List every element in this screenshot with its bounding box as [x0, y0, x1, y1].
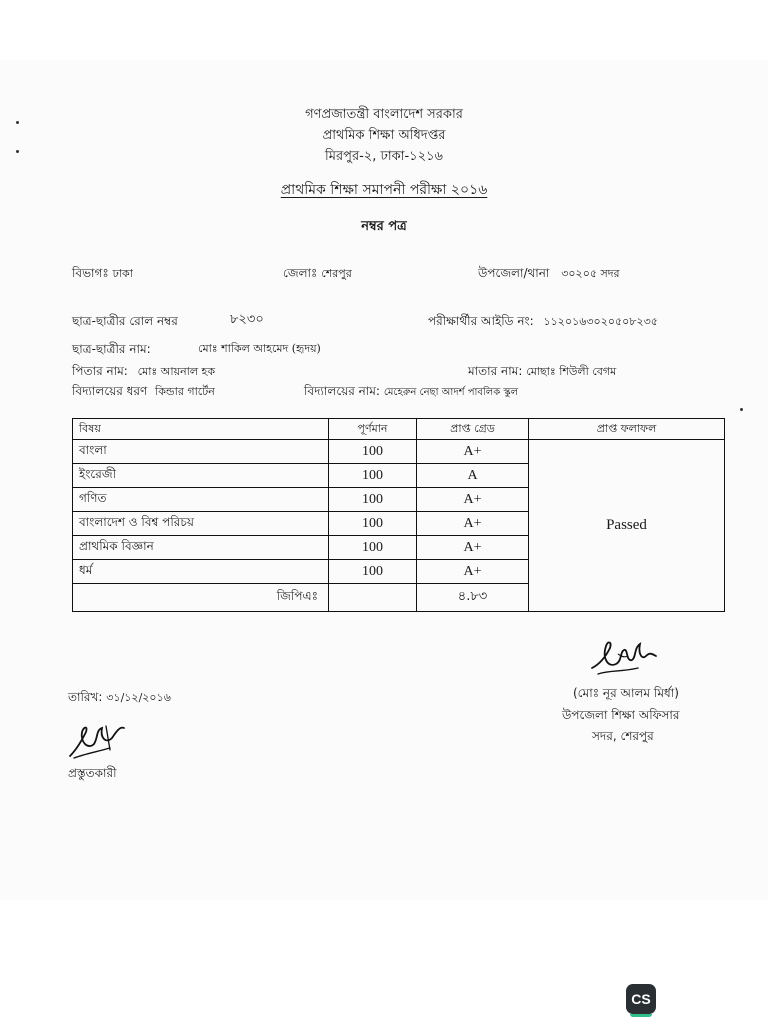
school-type-label: বিদ্যালয়ের ধরণ	[72, 384, 148, 398]
full-marks-cell: 100	[329, 512, 417, 536]
subject-cell: ইংরেজী	[73, 464, 329, 488]
subject-cell: ধর্ম	[73, 560, 329, 584]
gpa-value: ৪.৮৩	[417, 584, 529, 612]
mother-value: মোছাঃ শিউলী বেগম	[526, 365, 617, 378]
district-value: শেরপুর	[321, 267, 352, 280]
father-value: মোঃ আয়নাল হক	[137, 365, 216, 378]
full-marks-cell: 100	[329, 560, 417, 584]
date-field	[68, 690, 171, 705]
student-name-label: ছাত্র-ছাত্রীর নাম:	[72, 342, 151, 356]
scan-speck	[740, 408, 743, 411]
division-label: বিভাগঃ	[72, 266, 109, 280]
govt-name: গণপ্রজাতন্ত্রী বাংলাদেশ সরকার	[305, 107, 463, 122]
school-name-label: বিদ্যালয়ের নাম:	[304, 384, 380, 398]
full-marks-header: পূর্ণমান	[329, 419, 417, 440]
grade-cell: A+	[417, 560, 529, 584]
grade-cell: A	[417, 464, 529, 488]
subject-cell: প্রাথমিক বিজ্ঞান	[73, 536, 329, 560]
subject-cell: গণিত	[73, 488, 329, 512]
directorate-address: মিরপুর-২, ঢাকা-১২১৬	[325, 149, 443, 164]
result-header: প্রাপ্ত ফলাফল	[529, 419, 725, 440]
subject-cell: বাংলা	[73, 440, 329, 464]
subject-cell: বাংলাদেশ ও বিশ্ব পরিচয়	[73, 512, 329, 536]
exam-id-label: পরীক্ষার্থীর আইডি নং:	[428, 314, 534, 328]
district-field	[283, 266, 352, 281]
officer-signature	[588, 634, 660, 680]
full-marks-cell: 100	[329, 440, 417, 464]
result-cell: Passed	[529, 440, 725, 612]
date-label: তারিখ:	[68, 690, 103, 704]
gpa-label: জিপিএঃ	[73, 584, 329, 612]
upazila-label: উপজেলা/থানা	[478, 266, 550, 280]
school-type-field	[72, 384, 215, 399]
table-header-row	[73, 419, 725, 440]
grade-cell: A+	[417, 488, 529, 512]
school-name-field	[304, 384, 518, 400]
preparer-signature	[66, 720, 130, 762]
gpa-empty-cell	[329, 584, 417, 612]
division-field	[72, 266, 133, 281]
grade-cell: A+	[417, 440, 529, 464]
upazila-field	[478, 266, 620, 281]
sheet-title: নম্বর পত্র	[361, 219, 407, 234]
grade-header: প্রাপ্ত গ্রেড	[417, 419, 529, 440]
school-name-value: মেহেরুন নেছা আদর্শ পাবলিক স্কুল	[383, 387, 519, 398]
date-value: ৩১/১২/২০১৬	[106, 691, 171, 704]
school-type-value: কিন্ডার গার্টেন	[155, 385, 215, 398]
officer-title: উপজেলা শিক্ষা অফিসার	[562, 708, 680, 722]
roll-value: ৮২৩০	[230, 312, 264, 327]
district-label: জেলাঃ	[283, 266, 318, 280]
father-field	[72, 364, 215, 379]
mother-label: মাতার নাম:	[468, 364, 523, 378]
upazila-value: ৩০২০৫ সদর	[561, 267, 620, 280]
exam-title: প্রাথমিক শিক্ষা সমাপনী পরীক্ষা ২০১৬	[280, 182, 488, 198]
mother-field	[468, 364, 616, 379]
directorate-name: প্রাথমিক শিক্ষা অধিদপ্তর	[322, 128, 446, 143]
subject-header: বিষয়	[73, 419, 329, 440]
father-label: পিতার নাম:	[72, 364, 128, 378]
officer-place: সদর, শেরপুর	[592, 729, 654, 743]
full-marks-cell: 100	[329, 464, 417, 488]
marks-table	[72, 418, 725, 612]
officer-name: (মোঃ নূর আলম মির্ধা)	[573, 686, 679, 700]
exam-id-value: ১১২০১৬৩০২০৫০৮২৩৫	[543, 315, 658, 328]
camscanner-logo-icon: CS	[626, 984, 656, 1014]
grade-cell: A+	[417, 512, 529, 536]
grade-cell: A+	[417, 536, 529, 560]
full-marks-cell: 100	[329, 536, 417, 560]
student-name-value: মোঃ শাকিল আহমেদ (হৃদয়)	[198, 342, 321, 355]
roll-label: ছাত্র-ছাত্রীর রোল নম্বর	[72, 314, 178, 328]
exam-id-field	[428, 314, 658, 329]
preparer-label: প্রস্তুতকারী	[68, 766, 117, 780]
table-row	[73, 440, 725, 464]
full-marks-cell: 100	[329, 488, 417, 512]
division-value: ঢাকা	[112, 267, 133, 280]
